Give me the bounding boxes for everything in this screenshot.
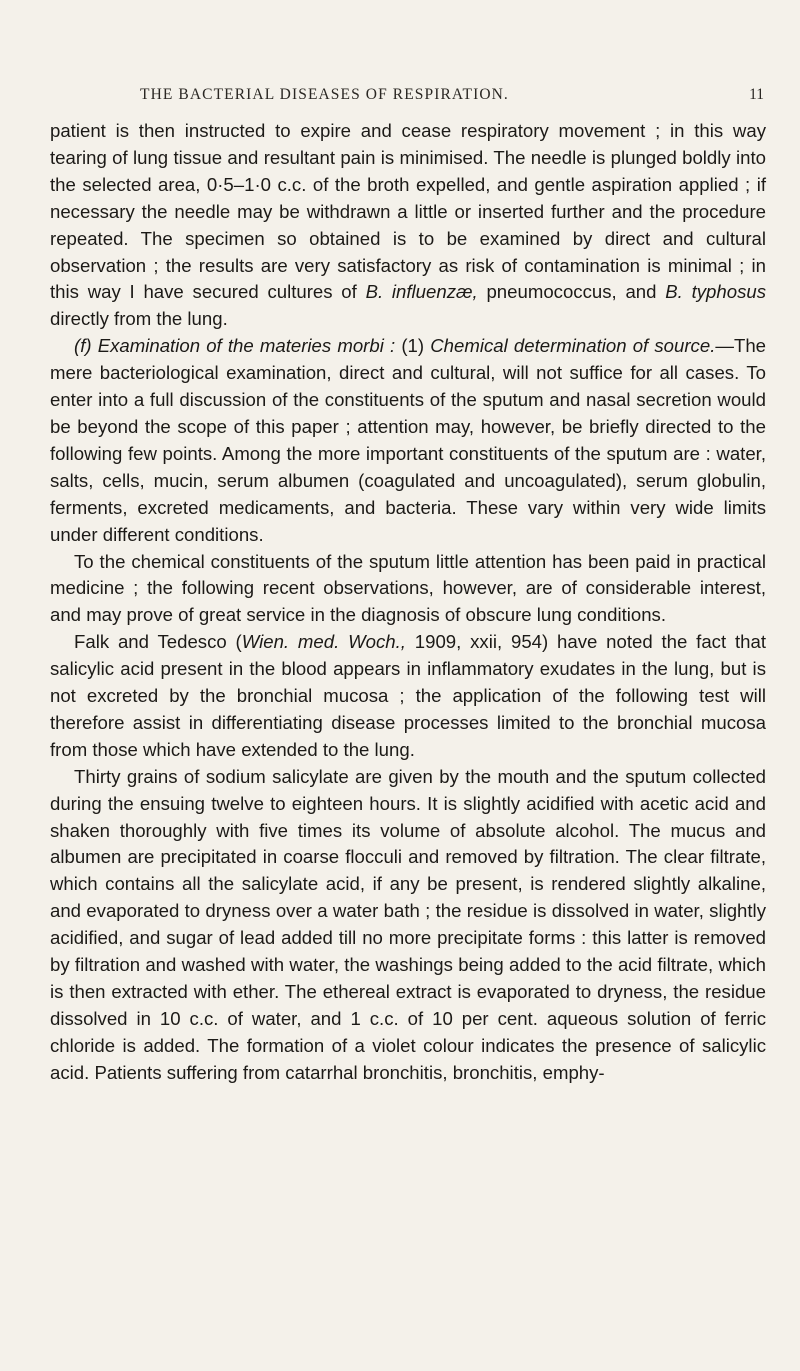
section-heading: (f) Examination of the materies morbi : — [74, 335, 396, 357]
journal-citation: Wien. med. Woch., — [241, 631, 406, 653]
paragraph-5: Thirty grains of sodium salicylate are given by the mouth and the sputum collected during the ensuing twelve to eighteen hours. It is slightly acidified with acetic acid and shaken thoroughly with five times its volume of absolute alcohol. The mucus and albumen are precipitated in coarse flocculi and removed by filtration. The clear filtrate, which contains all the salicylate acid, if any be present, is rendered slightly alkaline, and evaporated to dryness over a water bath ; the residue is dissolved in water, slightly acidified, and sugar of lead added till no more precipitate forms : this latter is removed by filtration and washed with water, the washings being added to the acid filtrate, which is then extracted with ether. The ethereal extract is evaporated to dryness, the residue dissolved in 10 c.c. of water, and 1 c.c. of 10 per cent. aqueous solution of ferric chloride is added. The formation of a violet colour indicates the presence of salicylic acid. Patients suffering from catarrhal bronchitis, bronchitis, emphy- — [50, 765, 766, 1083]
running-title: THE BACTERIAL DISEASES OF RESPIRATION. — [140, 86, 509, 103]
paragraph-4: Falk and Tedesco (Wien. med. Woch., 1909, xxii, 954) have noted the fact that salicylic acid present in the blood appears in inflammatory exudates in the lung, but is not excreted by the bronchial mucosa ; the application of the following test will therefore assist in differentiating disease processes limited to the bronchial mucosa from those which have extended to the lung. — [50, 631, 766, 760]
italic-species: B. typhosus — [665, 281, 766, 303]
body-text — [50, 118, 766, 1087]
subsection-heading: Chemical determination of source. — [430, 335, 716, 357]
paragraph-1: patient is then instructed to expire and cease respiratory movement ; in this way tearing of lung tissue and resultant pain is minimised. The needle is plunged boldly into the selected area, 0·5–1·0 c.c. of the broth expelled, and gentle aspiration applied ; if necessary the needle may be withdrawn a little or inserted further and the procedure repeated. The specimen so obtained is to be examined by direct and cultural observation ; the results are very satisfactory as risk of contamination is minimal ; in this way I have secured cultures of B. influenzæ, pneumococcus, and B. typhosus directly from the lung. — [50, 120, 766, 330]
paragraph-3: To the chemical constituents of the sputum little attention has been paid in practical medicine ; the following recent observations, however, are of considerable interest, and may prove of great service in the diagnosis of obscure lung conditions. — [50, 550, 766, 626]
page-number: 11 — [749, 86, 764, 103]
italic-species: B. influenzæ, — [365, 281, 478, 303]
running-head — [0, 86, 800, 110]
paragraph-2: (f) Examination of the materies morbi : (1) Chemical determination of source.—The mere bacteriological examination, direct and cultural, will not suffice for all cases. To enter into a full discussion of the constituents of the sputum and nasal secretion would be beyond the scope of this paper ; attention may, however, be briefly directed to the following few points. Among the more important constituents of the sputum are : water, salts, cells, mucin, serum albumen (coagulated and uncoagulated), serum globulin, ferments, excreted medicaments, and bacteria. These vary within very wide limits under different conditions. — [50, 335, 767, 545]
